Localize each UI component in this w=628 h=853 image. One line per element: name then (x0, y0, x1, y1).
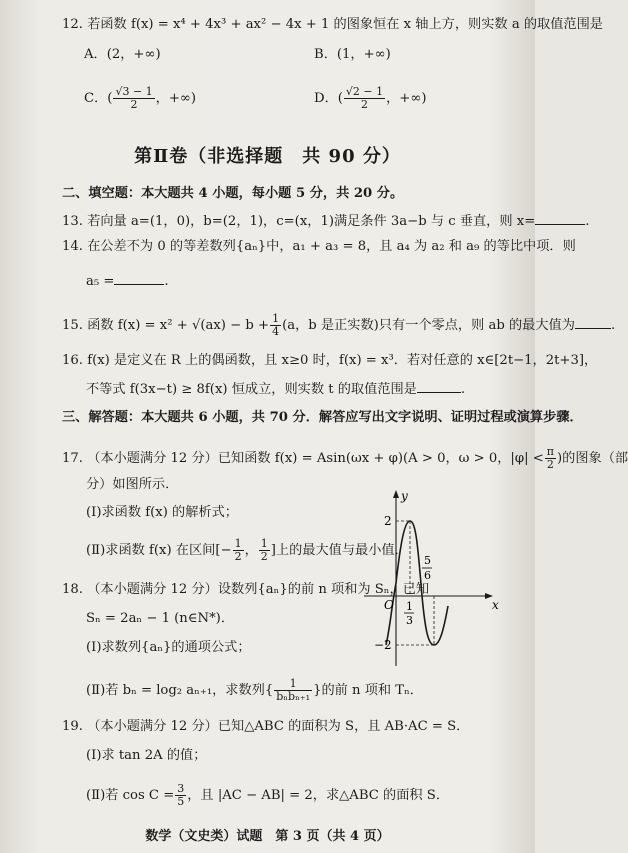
q14-line2: a₅ = . (86, 274, 169, 289)
origin-label: O (384, 598, 394, 612)
q18-part2: (Ⅱ)若 bₙ = log₂ aₙ₊₁，求数列{ $\frac{1}{\text{bₙbₙ₊₁}}$ }的前 n 项和 Tₙ． (86, 677, 423, 703)
q13: 13. 若向量 a=(1，0)，b=(2，1)，c=(x，1)满足条件 3a−b 与 c 垂直，则 x= . (62, 214, 590, 229)
max-value-label: 2 (384, 514, 392, 528)
q14-line1: 14. 在公差不为 0 的等差数列{aₙ}中，a₁ + a₃ = 8，且 a₄ 为 a₂ 和 a₉ 的等比中项．则 (62, 239, 576, 254)
page-footer: 数学（文史类）试题 第 3 页（共 4 页） (145, 829, 390, 844)
min-value-label: −2 (374, 638, 392, 652)
answer-blank (575, 316, 611, 329)
q16-line1: 16. f(x) 是定义在 R 上的偶函数，且 x≥0 时，f(x) = x³．若对任意的 x∈[2t−1，2t+3]， (62, 353, 598, 368)
q16-line2: 不等式 f(3x−t) ≥ 8f(x) 恒成立，则实数 t 的取值范围是 . (86, 382, 466, 397)
q12-option-a: A．(2，+∞) (84, 47, 161, 62)
q12-option-c: C．( $\frac{√3 - 1}{2}$ ，+∞) (84, 85, 197, 111)
y-label: y (401, 489, 408, 503)
q17-line1: 17. （本小题满分 12 分）已知函数 f(x) = Asin(ωx + φ)(A > 0，ω > 0，|φ| < $\frac{\pi}{2}$ )的图象（部 (62, 445, 628, 471)
q19-part2: (Ⅱ)若 cos C = $\frac{3}{5}$ ，且 |AC − AB| = 2，求△ABC 的面积 S． (86, 782, 450, 808)
one-third-denominator: 3 (406, 614, 413, 627)
answer-blank (417, 380, 461, 393)
q19-line1: 19. （本小题满分 12 分）已知△ABC 的面积为 S，且 AB·AC = S． (62, 719, 470, 734)
q17-sine-graph (362, 488, 502, 670)
q12-option-b: B．(1，+∞) (314, 47, 391, 62)
answer-blank (535, 212, 585, 225)
x-label: x (492, 598, 499, 612)
q19-part1: (Ⅰ)求 tan 2A 的值； (86, 748, 207, 763)
q17-part2: (Ⅱ)求函数 f(x) 在区间[− $\frac{1}{2}$ ， $\frac{1}{2}$ ]上的最大值与最小值． (86, 537, 408, 563)
sine-curve (386, 521, 448, 645)
y-axis-arrow (393, 490, 399, 498)
section-solutions-heading: 三、解答题：本大题共 6 小题，共 70 分．解答应写出文字说明、证明过程或演算步骤． (62, 410, 583, 425)
q18-line2: Sₙ = 2aₙ − 1 (n∈N*)． (86, 611, 235, 626)
q18-line1: 18. （本小题满分 12 分）设数列{aₙ}的前 n 项和为 Sₙ，已知 (62, 582, 430, 597)
one-third-numerator: 1 (406, 600, 413, 613)
answer-blank (114, 272, 164, 285)
five-sixths-denominator: 6 (424, 569, 431, 582)
q18-part1: (Ⅰ)求数列{aₙ}的通项公式； (86, 640, 251, 655)
q17-line2: 分）如图所示． (86, 477, 179, 492)
q17-part1: (Ⅰ)求函数 f(x) 的解析式； (86, 505, 238, 520)
five-sixths-numerator: 5 (424, 554, 431, 567)
q12-stem: 12. 若函数 f(x) = x⁴ + 4x³ + ax² − 4x + 1 的图象恒在 x 轴上方，则实数 a 的取值范围是 (62, 17, 603, 32)
q15: 15. 函数 f(x) = x² + √(ax) − b + $\frac{1}{4}$ (a，b 是正实数)只有一个零点，则 ab 的最大值为 . (62, 312, 616, 338)
part-two-title: 第Ⅱ卷（非选择题 共 90 分） (134, 146, 401, 167)
q12-option-d: D．( $\frac{√2 - 1}{2}$ ，+∞) (314, 85, 427, 111)
section-fill-in-heading: 二、填空题：本大题共 4 小题，每小题 5 分，共 20 分。 (62, 186, 404, 201)
